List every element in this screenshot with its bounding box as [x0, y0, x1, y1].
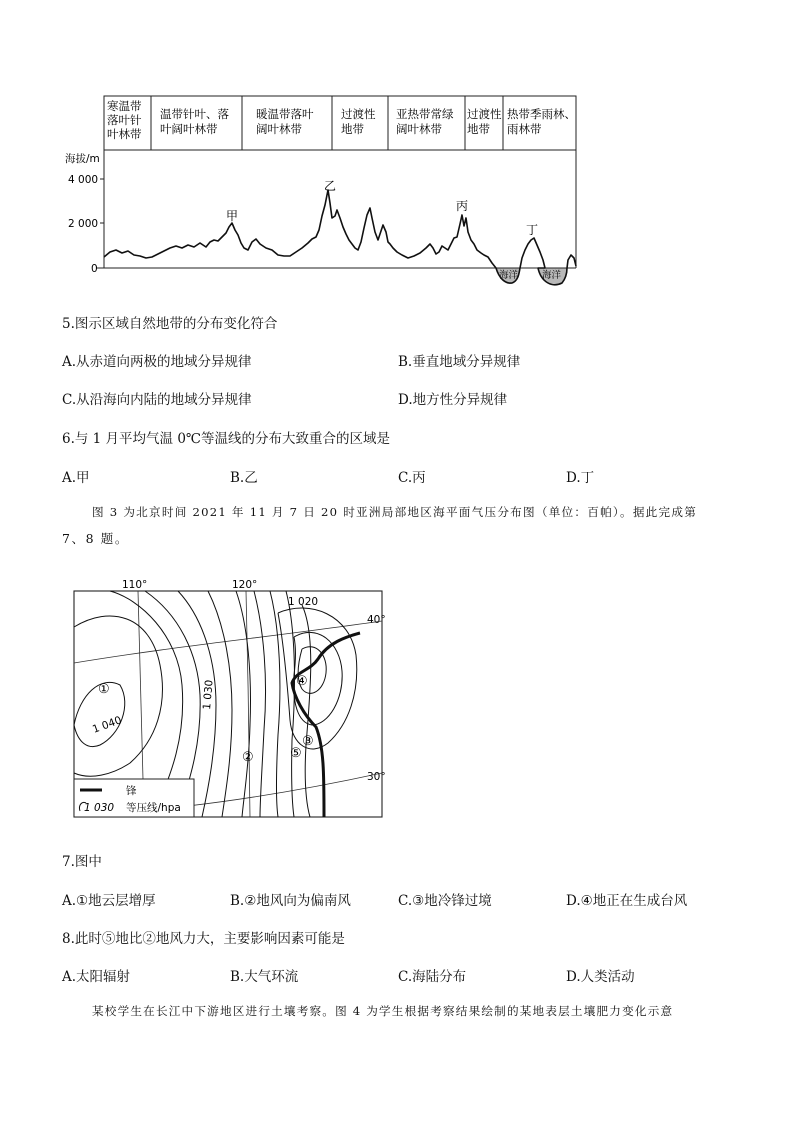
question-5-option-c[interactable]: C.从沿海向内陆的地域分异规律	[62, 392, 252, 408]
svg-text:暖温带落叶: 暖温带落叶	[256, 107, 314, 121]
svg-text:过渡性: 过渡性	[467, 107, 502, 121]
sea-label: 海洋	[499, 270, 519, 281]
question-8-option-b[interactable]: B.大气环流	[230, 969, 299, 985]
question-6-stem: 6.与 1 月平均气温 0℃等温线的分布大致重合的区域是	[62, 431, 391, 447]
zone-label-2	[160, 107, 229, 136]
question-6-option-c[interactable]: C.丙	[398, 470, 426, 486]
isobar-label-1020: 1 020	[288, 596, 319, 608]
svg-text:叶阔叶林带: 叶阔叶林带	[160, 122, 218, 136]
peak-label-yi: 乙	[324, 179, 337, 193]
zone-label-7	[507, 107, 576, 136]
svg-text:热带季雨林、: 热带季雨林、	[507, 107, 576, 121]
zone-label-3	[256, 107, 314, 136]
zone-label-1	[107, 99, 142, 141]
isobar-line	[74, 616, 162, 776]
passage-intro-line-1: 图 3 为北京时间 2021 年 11 月 7 日 20 时亚洲局部地区海平面气压分布图（单位：百帕）。据此完成第	[92, 505, 698, 519]
peak-label-bing: 丙	[456, 199, 469, 213]
y-tick-label-2000: 2 000	[68, 218, 99, 230]
isobar-line	[286, 591, 294, 817]
latitude-label-30: 30°	[367, 771, 386, 783]
question-5-option-d[interactable]: D.地方性分异规律	[398, 392, 508, 408]
question-5-option-b[interactable]: B.垂直地域分异规律	[398, 354, 521, 370]
isobar-label-1030: 1 030	[201, 679, 216, 711]
meridian-120	[246, 591, 250, 817]
question-8-option-a[interactable]: A.太阳辐射	[62, 969, 131, 985]
peak-label-jia: 甲	[226, 209, 239, 223]
legend-isobar-label: 等压线/hpa	[126, 802, 181, 814]
isobar-line	[254, 591, 266, 817]
question-7-option-b[interactable]: B.②地风向为偏南风	[230, 893, 351, 909]
isobar-label-1040: 1 040	[90, 714, 124, 736]
question-5-stem: 5.图示区域自然地带的分布变化符合	[62, 316, 278, 332]
longitude-label-120: 120°	[232, 579, 258, 591]
svg-text:地带: 地带	[467, 122, 490, 136]
peak-label-ding: 丁	[526, 223, 539, 237]
question-6-option-b[interactable]: B.乙	[230, 470, 258, 486]
svg-text:阔叶林带: 阔叶林带	[396, 122, 442, 136]
zone-label-6	[467, 107, 502, 136]
question-7-option-d[interactable]: D.④地正在生成台风	[566, 893, 688, 909]
question-7-stem: 7.图中	[62, 854, 102, 870]
weather-front	[292, 633, 360, 817]
question-8-stem: 8.此时⑤地比②地风力大，主要影响因素可能是	[62, 931, 345, 947]
question-6-option-d[interactable]: D.丁	[566, 470, 595, 486]
question-7-option-a[interactable]: A.①地云层增厚	[62, 893, 156, 909]
passage-intro-line-2: 7、8 题。	[62, 531, 129, 546]
svg-text:叶林带: 叶林带	[107, 127, 142, 141]
svg-text:阔叶林带: 阔叶林带	[256, 122, 302, 136]
svg-text:温带针叶、落: 温带针叶、落	[160, 107, 229, 121]
question-5-option-a[interactable]: A.从赤道向两极的地域分异规律	[62, 354, 252, 370]
y-tick-label-4000: 4 000	[68, 174, 99, 186]
location-marker-3: ③	[302, 734, 314, 749]
svg-text:落叶针: 落叶针	[107, 113, 142, 127]
longitude-label-110: 110°	[122, 579, 148, 591]
legend-isobar-sample: 1 030	[84, 802, 115, 814]
svg-text:地带: 地带	[341, 122, 364, 136]
svg-text:雨林带: 雨林带	[507, 122, 542, 136]
question-8-option-d[interactable]: D.人类活动	[566, 969, 635, 985]
y-axis-label: 海拔/m	[65, 153, 100, 165]
location-marker-1: ①	[98, 682, 110, 697]
latitude-label-40: 40°	[367, 614, 386, 626]
location-marker-4: ④	[296, 674, 308, 689]
isobar-line	[270, 591, 280, 817]
svg-text:寒温带: 寒温带	[107, 99, 142, 113]
passage-intro-soil: 某校学生在长江中下游地区进行土壤考察。图 4 为学生根据考察结果绘制的某地表层土壤肥力变化示意	[92, 1004, 674, 1018]
location-marker-2: ②	[242, 750, 254, 765]
y-tick-label-0: 0	[91, 263, 98, 275]
legend-front-label: 锋	[126, 785, 137, 797]
question-6-option-a[interactable]: A.甲	[62, 470, 90, 486]
zone-label-4	[341, 107, 376, 136]
isobar-map-figure	[60, 575, 400, 825]
location-marker-5: ⑤	[290, 746, 302, 761]
zone-label-5	[396, 107, 454, 136]
question-8-option-c[interactable]: C.海陆分布	[398, 969, 467, 985]
sea-label: 海洋	[542, 270, 562, 281]
svg-text:亚热带常绿: 亚热带常绿	[396, 107, 454, 121]
question-7-option-c[interactable]: C.③地冷锋过境	[398, 893, 492, 909]
svg-text:过渡性: 过渡性	[341, 107, 376, 121]
vegetation-profile-figure	[60, 90, 590, 295]
